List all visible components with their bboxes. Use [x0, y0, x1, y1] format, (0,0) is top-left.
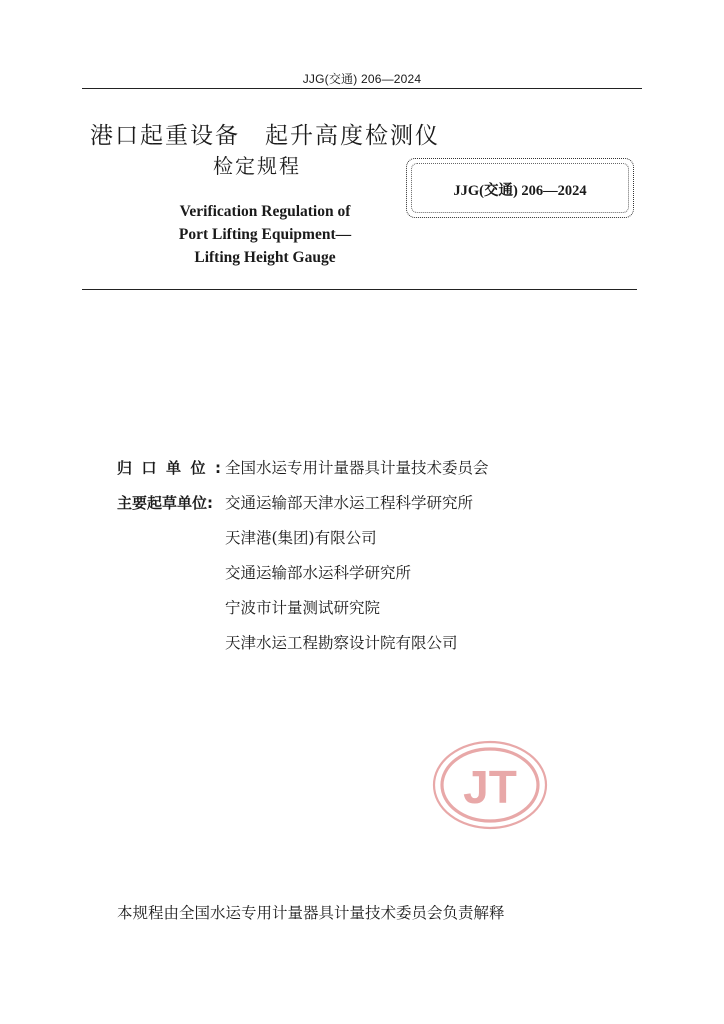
drafting-unit-value: 天津港(集团)有限公司 [225, 529, 377, 547]
drafting-unit-value: 宁波市计量测试研究院 [225, 599, 381, 617]
responsible-unit-label: 归口单位: [117, 459, 231, 477]
jt-seal-text: JT [463, 761, 517, 813]
jt-seal-graphic [432, 740, 552, 834]
drafting-unit-value: 交通运输部水运科学研究所 [225, 564, 412, 582]
jt-seal-watermark [432, 740, 552, 838]
responsible-unit-row [117, 456, 489, 478]
title-english [150, 200, 380, 269]
drafting-unit-row [117, 526, 377, 548]
drafting-unit-label: 主要起草单位: [117, 494, 213, 512]
middle-rule [82, 289, 637, 290]
regulation-code: JJG(交通) 206—2024 [453, 183, 587, 199]
top-rule [82, 88, 642, 89]
regulation-code-box [406, 158, 634, 218]
drafting-unit-row [117, 491, 473, 513]
drafting-unit-row [117, 596, 380, 618]
title-english-line2: Port Lifting Equipment— [178, 226, 352, 243]
drafting-unit-value: 交通运输部天津水运工程科学研究所 [225, 494, 474, 512]
responsible-unit-value: 全国水运专用计量器具计量技术委员会 [225, 459, 489, 477]
drafting-unit-row [117, 561, 411, 583]
title-chinese-line2: 检定规程 [213, 154, 301, 178]
running-head: JJG(交通) 206—2024 [302, 72, 422, 86]
title-english-line1: Verification Regulation of [179, 203, 351, 220]
title-chinese-line1: 港口起重设备 起升高度检测仪 [90, 123, 440, 149]
drafting-unit-value: 天津水运工程勘察设计院有限公司 [225, 634, 458, 652]
title-english-line3: Lifting Height Gauge [194, 249, 336, 266]
footer-note: 本规程由全国水运专用计量器具计量技术委员会负责解释 [117, 904, 505, 922]
drafting-unit-row [117, 631, 458, 653]
